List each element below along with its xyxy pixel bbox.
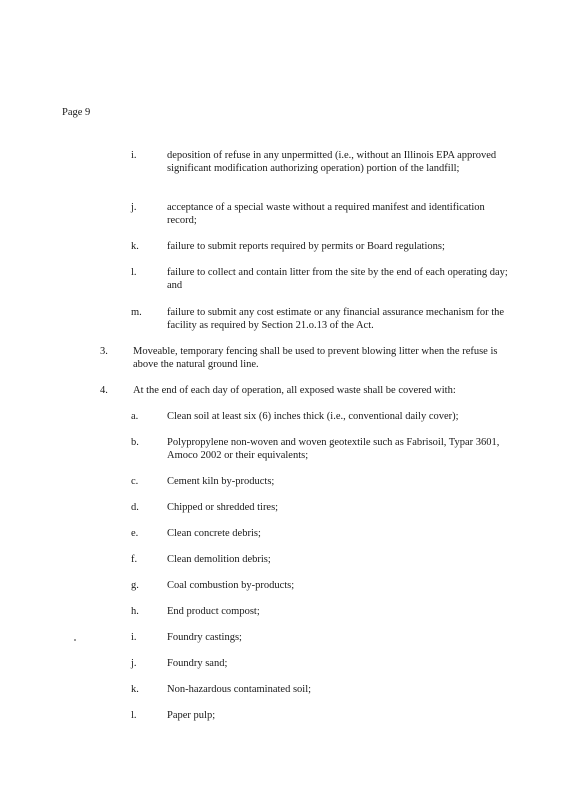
list-item-text: Clean soil at least six (6) inches thick (i.e., conventional daily cover); [167, 411, 459, 422]
list-marker: m. [131, 307, 142, 318]
list-item-text: deposition of refuse in any unpermitted (i.e., without an Illinois EPA approved significant modification authorizing operation) portion of the landfill; [167, 150, 497, 174]
numbered-marker: 4. [100, 385, 108, 396]
list-marker: l. [131, 267, 137, 278]
list-item-text: Cement kiln by-products; [167, 476, 275, 487]
list-item-text: Coal combustion by-products; [167, 580, 295, 591]
list-item-text: failure to submit reports required by permits or Board regulations; [167, 241, 445, 252]
scan-speck [74, 639, 76, 641]
list-item-text: End product compost; [167, 606, 260, 617]
list-marker: j. [131, 202, 137, 213]
list-item-text: Foundry castings; [167, 632, 242, 643]
numbered-item-text: Moveable, temporary fencing shall be used to prevent blowing litter when the refuse is above the natural ground line. [133, 346, 498, 370]
list-marker: k. [131, 684, 139, 695]
list-item-text: Chipped or shredded tires; [167, 502, 279, 513]
list-item-text: acceptance of a special waste without a required manifest and identification record; [167, 202, 485, 226]
list-marker: k. [131, 241, 139, 252]
list-item-text: Clean demolition debris; [167, 554, 271, 565]
list-item-text: Clean concrete debris; [167, 528, 261, 539]
list-marker: d. [131, 502, 139, 513]
list-marker: g. [131, 580, 139, 591]
list-item-text: Non-hazardous contaminated soil; [167, 684, 312, 695]
list-item-text: failure to collect and contain litter from the site by the end of each operating day; and [167, 267, 508, 291]
numbered-marker: 3. [100, 346, 108, 357]
list-item-text: Paper pulp; [167, 710, 216, 721]
list-item-text: Foundry sand; [167, 658, 228, 669]
list-marker: h. [131, 606, 139, 617]
list-marker: f. [131, 554, 138, 565]
page-number: Page 9 [62, 107, 91, 118]
list-marker: a. [131, 411, 139, 422]
list-item-text: failure to submit any cost estimate or any financial assurance mechanism for the facility as required by Section 21.o.13 of the Act. [167, 307, 505, 331]
list-marker: j. [131, 658, 137, 669]
numbered-item-text: At the end of each day of operation, all exposed waste shall be covered with: [133, 385, 456, 396]
list-marker: c. [131, 476, 139, 487]
list-marker: i. [131, 632, 137, 643]
list-marker: l. [131, 710, 137, 721]
list-marker: e. [131, 528, 139, 539]
list-marker: b. [131, 437, 139, 448]
list-item-text: Polypropylene non-woven and woven geotextile such as Fabrisoil, Typar 3601, Amoco 2002 or their equivalents; [167, 437, 500, 461]
list-marker: i. [131, 150, 137, 161]
